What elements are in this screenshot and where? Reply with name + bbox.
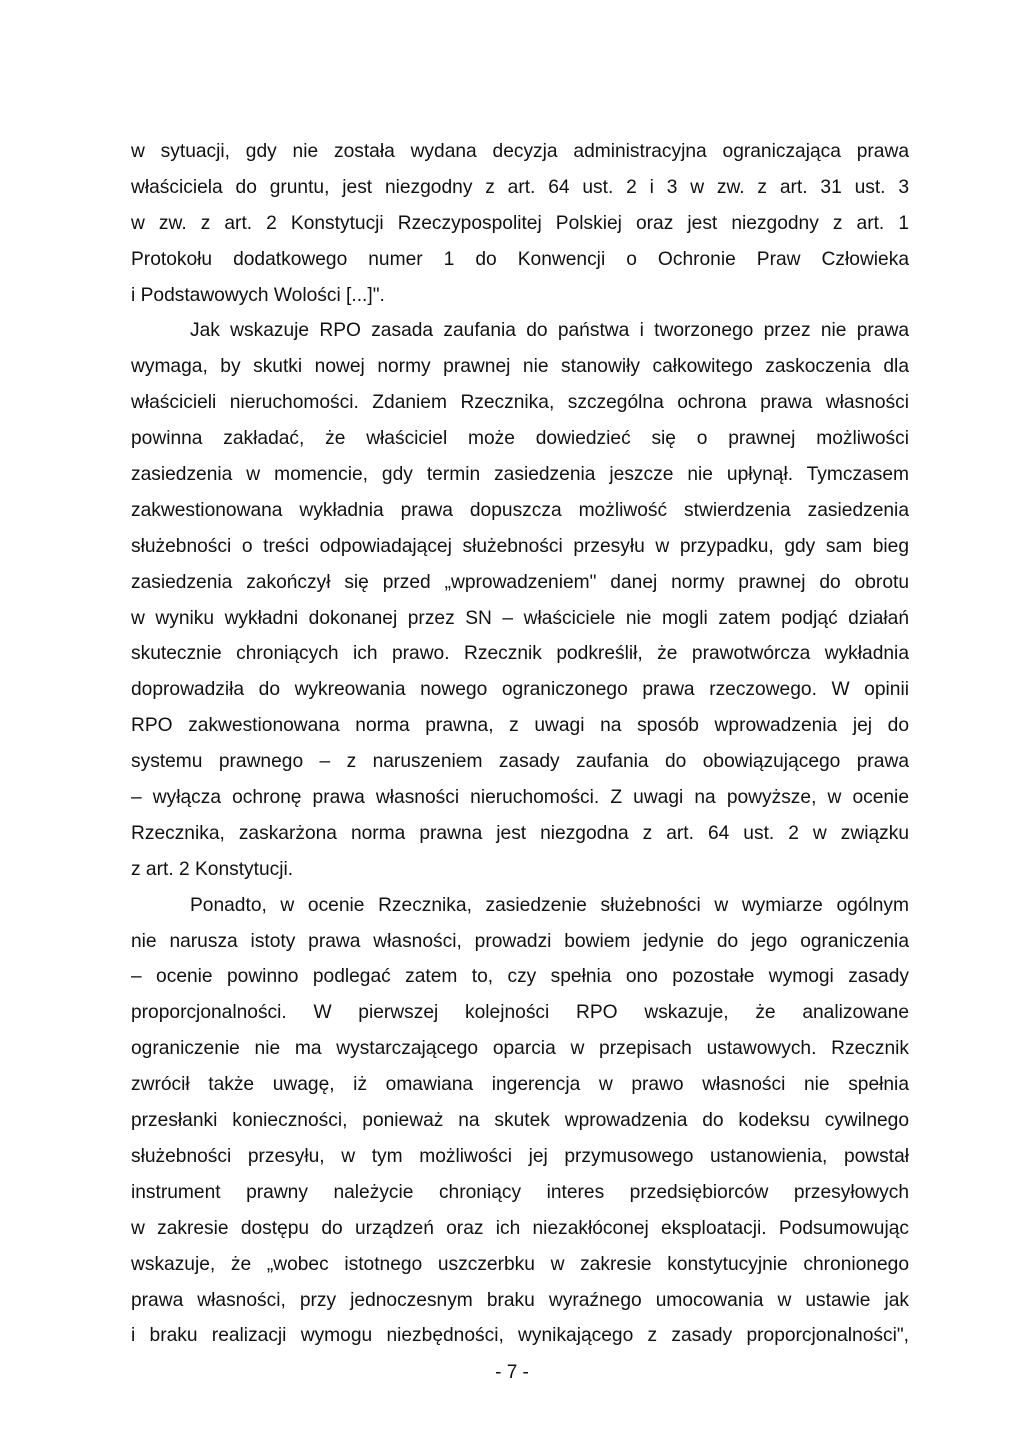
text-line: wymaga, by skutki nowej normy prawnej nie stanowiły całkowitego zaskoczenia dla (131, 356, 909, 378)
text-line: w wyniku wykładni dokonanej przez SN – właściciele nie mogli zatem podjąć działań (131, 607, 909, 629)
text-line: zasiedzenia w momencie, gdy termin zasiedzenia jeszcze nie upłynął. Tymczasem (131, 464, 909, 486)
text-line: – wyłącza ochronę prawa własności nieruchomości. Z uwagi na powyższe, w ocenie (131, 787, 909, 809)
text-line: właścicieli nieruchomości. Zdaniem Rzecznika, szczególna ochrona prawa własności (131, 392, 909, 414)
text-line: Protokołu dodatkowego numer 1 do Konwencji o Ochronie Praw Człowieka (131, 248, 909, 270)
text-line: w sytuacji, gdy nie została wydana decyzja administracyjna ograniczająca prawa (131, 141, 909, 162)
text-line: w zakresie dostępu do urządzeń oraz ich niezakłóconej eksploatacji. Podsumowując (131, 1217, 909, 1239)
text-line: przesłanki konieczności, ponieważ na skutek wprowadzenia do kodeksu cywilnego (131, 1110, 909, 1132)
text-line: w zw. z art. 2 Konstytucji Rzeczypospolitej Polskiej oraz jest niezgodny z art. 1 (131, 212, 909, 234)
text-line: wskazuje, że „wobec istotnego uszczerbku w zakresie konstytucyjnie chronionego (131, 1253, 909, 1275)
text-line: służebności przesyłu, w tym możliwości jej przymusowego ustanowienia, powstał (131, 1145, 909, 1167)
text-line: i Podstawowych Wolości [...]". (131, 284, 385, 306)
text-line: Rzecznika, zaskarżona norma prawna jest niezgodna z art. 64 ust. 2 w związku (131, 822, 909, 844)
text-line: RPO zakwestionowana norma prawna, z uwagi na sposób wprowadzenia jej do (131, 715, 909, 737)
text-line: systemu prawnego – z naruszeniem zasady zaufania do obowiązującego prawa (131, 751, 909, 773)
text-line: ograniczenie nie ma wystarczającego oparcia w przepisach ustawowych. Rzecznik (131, 1038, 909, 1060)
text-line: prawa własności, przy jednoczesnym braku wyraźnego umocowania w ustawie jak (131, 1289, 909, 1311)
text-line: i braku realizacji wymogu niezbędności, wynikającego z zasady proporcjonalności", (131, 1325, 909, 1347)
text-line: skutecznie chroniących ich prawo. Rzecznik podkreślił, że prawotwórcza wykładnia (131, 643, 909, 665)
text-line: Ponadto, w ocenie Rzecznika, zasiedzenie służebności w wymiarze ogólnym (190, 894, 909, 916)
text-line: właściciela do gruntu, jest niezgodny z art. 64 ust. 2 i 3 w zw. z art. 31 ust. 3 (131, 176, 909, 198)
text-line: służebności o treści odpowiadającej służebności przesyłu w przypadku, gdy sam bieg (131, 535, 909, 557)
text-line: z art. 2 Konstytucji. (131, 858, 294, 880)
page-number: - 7 - (495, 1362, 529, 1383)
text-line: zwrócił także uwagę, iż omawiana ingerencja w prawo własności nie spełnia (131, 1074, 909, 1096)
text-line: Jak wskazuje RPO zasada zaufania do państwa i tworzonego przez nie prawa (190, 320, 909, 342)
text-line: nie narusza istoty prawa własności, prowadzi bowiem jedynie do jego ograniczenia (131, 930, 909, 952)
text-line: instrument prawny należycie chroniący interes przedsiębiorców przesyłowych (131, 1181, 909, 1203)
text-line: – ocenie powinno podlegać zatem to, czy spełnia ono pozostałe wymogi zasady (131, 966, 909, 988)
text-line: zasiedzenia zakończył się przed „wprowadzeniem" danej normy prawnej do obrotu (131, 571, 909, 593)
text-line: proporcjonalności. W pierwszej kolejności RPO wskazuje, że analizowane (131, 1002, 909, 1024)
document-body (131, 134, 909, 1354)
text-line: zakwestionowana wykładnia prawa dopuszcza możliwość stwierdzenia zasiedzenia (131, 499, 909, 521)
text-line: powinna zakładać, że właściciel może dowiedzieć się o prawnej możliwości (131, 428, 909, 450)
text-line: doprowadziła do wykreowania nowego ograniczonego prawa rzeczowego. W opinii (131, 679, 909, 701)
